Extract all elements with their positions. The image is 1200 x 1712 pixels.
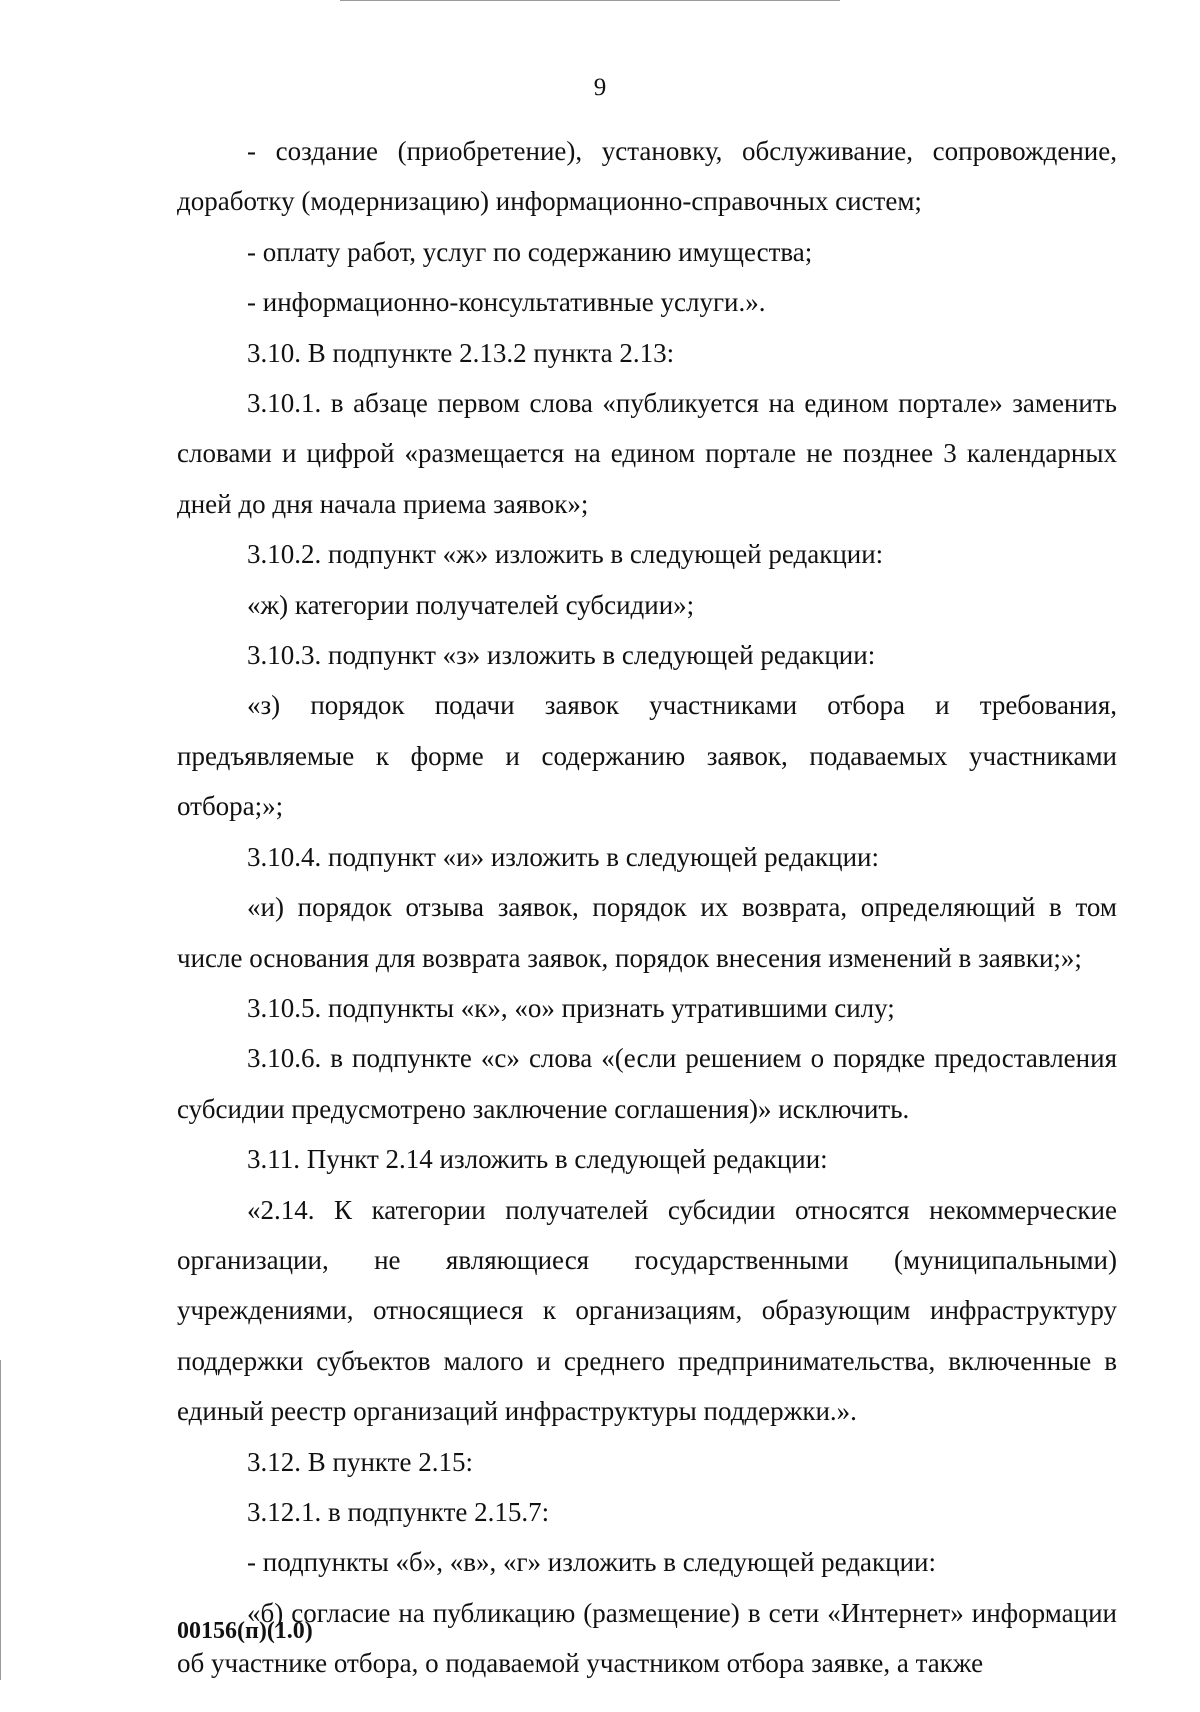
paragraph: 3.10.5. подпункты «к», «о» признать утратившими силу;	[247, 992, 895, 1023]
paragraph: - информационно-консультативные услуги.».	[247, 287, 766, 318]
paragraph: 3.12.1. в подпункте 2.15.7:	[247, 1496, 550, 1527]
paragraph: «з) порядок подачи заявок участниками отбора и требования, предъявляемые к форме и содержанию заявок, подаваемых участниками отбора;»;	[177, 690, 1117, 822]
paragraph: «и) порядок отзыва заявок, порядок их возврата, определяющий в том числе основания для возврата заявок, порядок внесения изменений в заявки;»;	[177, 892, 1117, 973]
paragraph: 3.12. В пункте 2.15:	[247, 1446, 473, 1477]
paragraph: «ж) категории получателей субсидии»;	[247, 589, 695, 620]
paragraph: 3.10.2. подпункт «ж» изложить в следующей редакции:	[247, 539, 884, 570]
paragraph: 3.10.6. в подпункте «с» слова «(если решением о порядке предоставления субсидии предусмотрено заключение соглашения)» исключить.	[177, 1043, 1117, 1124]
paragraph: - создание (приобретение), установку, обслуживание, сопровождение, доработку (модернизацию) информационно-справочных систем;	[177, 136, 1117, 217]
page-number: 9	[593, 74, 607, 101]
paragraph: 3.11. Пункт 2.14 изложить в следующей редакции:	[247, 1144, 828, 1175]
scan-edge-left	[0, 1360, 1, 1680]
paragraph: 3.10.4. подпункт «и» изложить в следующей редакции:	[247, 841, 879, 872]
paragraph: 3.10.1. в абзаце первом слова «публикуется на едином портале» заменить словами и цифрой «размещается на едином портале не позднее 3 календарных дней до дня начала приема заявок»;	[177, 388, 1117, 519]
paragraph: 3.10. В подпункте 2.13.2 пункта 2.13:	[247, 337, 675, 368]
document-body	[177, 126, 1117, 1689]
document-code: 00156(п)(1.0)	[177, 1618, 313, 1644]
paragraph: 3.10.3. подпункт «з» изложить в следующей редакции:	[247, 640, 876, 671]
paragraph: «2.14. К категории получателей субсидии относятся некоммерческие организации, не являющиеся государственными (муниципальными) учреждениями, относящиеся к организациям, образующим инфраструктуру поддержки субъектов малого и среднего предпринимательства, включенные в единый реестр организаций инфраструктуры поддержки.».	[177, 1194, 1117, 1427]
paragraph: - оплату работ, услуг по содержанию имущества;	[247, 236, 813, 267]
scan-edge-top	[340, 0, 840, 1]
paragraph: - подпункты «б», «в», «г» изложить в следующей редакции:	[247, 1547, 936, 1578]
paragraph: «б) согласие на публикацию (размещение) в сети «Интернет» информации об участнике отбора, о подаваемой участником отбора заявке, а также	[177, 1597, 1117, 1679]
